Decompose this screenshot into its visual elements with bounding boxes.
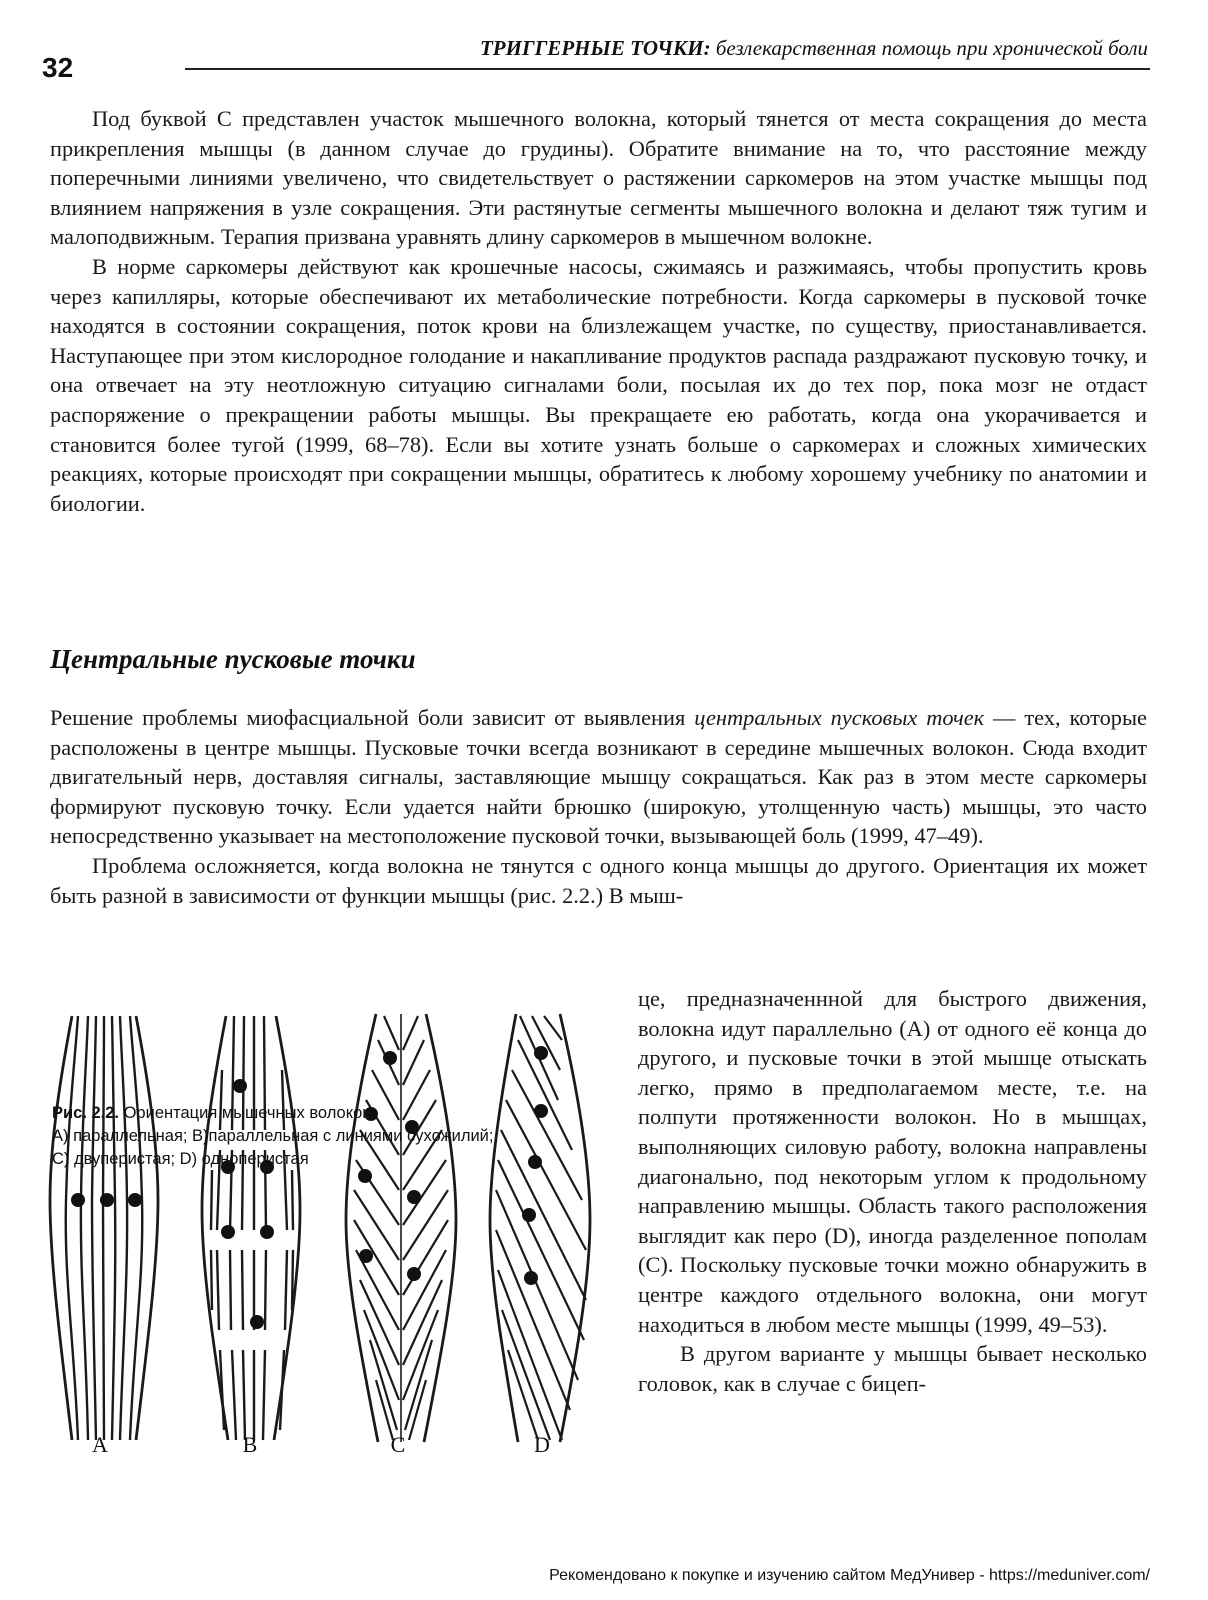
trigger-point-icon xyxy=(128,1193,142,1207)
figure-label-d: D xyxy=(534,1432,550,1457)
trigger-point-icon xyxy=(100,1193,114,1207)
trigger-point-icon xyxy=(358,1169,372,1183)
section-paragraph-3: В другом варианте у мышцы бывает несколько головок, как в случае с бицеп- xyxy=(638,1341,1147,1396)
section-text xyxy=(50,703,1147,910)
trigger-point-icon xyxy=(534,1046,548,1060)
trigger-point-icon xyxy=(359,1249,373,1263)
section-paragraph-1-end: — тех, которые расположены в центре мышцы. Пусковые точки всегда возникают в середине мышечных волокон. Сюда входит двигательный нерв, доставляя сигналы, заставляющие мышцу сокращаться. Как раз в этом месте саркомеры формируют пусковую точку. Если удается найти брюшко (широкую, утолщенную часть) мышцы, это часто непосредственно указывает на местоположение пусковой точки, вызывающей боль (1999, 47–49). xyxy=(50,705,1147,849)
figure-label-c: C xyxy=(390,1432,406,1457)
central-trigger-points-term: центральных пусковых точек xyxy=(694,705,985,730)
caption-line-3: С) двуперистая; D) одноперистая xyxy=(52,1150,309,1168)
running-head-rest: безлекарственная помощь при хронической боли xyxy=(710,36,1148,60)
caption-line-2: А) параллельная; В)параллельная с линиями сухожилий; xyxy=(52,1127,494,1145)
intro-paragraph-1: Под буквой С представлен участок мышечного волокна, который тянется от места сокращения до места прикрепления мышцы (в данном случае до грудины). Обратите внимание на то, что расстояние между поперечными линиями увеличено, что свидетельствует о растяжении саркомеров на этом участке мышцы под влиянием напряжения в узле сокращения. Эти растянутые сегменты мышечного волокна и делают тяж тугим и малоподвижным. Терапия призвана уравнять длину саркомеров в мышечном волокне. xyxy=(50,106,1147,250)
muscle-c xyxy=(346,1014,456,1442)
muscle-b xyxy=(202,1016,300,1440)
trigger-point-icon xyxy=(250,1315,264,1329)
section-title: Центральные пусковые точки xyxy=(50,644,416,674)
trigger-point-icon xyxy=(407,1267,421,1281)
section-paragraph-1 xyxy=(50,703,1147,851)
muscle-a xyxy=(50,1016,158,1440)
trigger-point-icon xyxy=(524,1271,538,1285)
figure-label-a: A xyxy=(92,1432,108,1457)
trigger-point-icon xyxy=(407,1190,421,1204)
muscle-fiber-figure xyxy=(38,1010,658,1460)
trigger-point-icon xyxy=(383,1051,397,1065)
figure-caption xyxy=(52,1102,642,1171)
muscle-d xyxy=(490,1014,590,1442)
trigger-point-icon xyxy=(522,1208,536,1222)
figure-label-b: B xyxy=(242,1432,258,1457)
caption-title: Ориентация мышечных волокон: xyxy=(119,1104,376,1122)
side-text xyxy=(638,984,1147,1398)
section-paragraph-2-continuation: це, предназначеннной для быстрого движения, волокна идут параллельно (А) от одного её конца до другого, и пусковые точки в этой мышце отыскать легко, прямо в предполагаемом месте, т.е. на полпути протяженности волокон. Но в мышцах, выполняющих силовую работу, волокна направлены диагонально, под некоторым углом к продольному направлению мышцы. Область такого расположения выглядит как перо (D), иногда разделенное пополам (С). Поскольку пусковые точки можно обнаружить в центре каждого отдельного волокна, они могут находиться в любом месте мышцы (1999, 49–53). xyxy=(638,986,1147,1337)
trigger-point-icon xyxy=(233,1079,247,1093)
trigger-point-icon xyxy=(260,1225,274,1239)
intro-paragraph-2: В норме саркомеры действуют как крошечные насосы, сжимаясь и разжимаясь, чтобы пропустить кровь через капилляры, которые обеспечивают их метаболические потребности. Когда саркомеры в пусковой точке находятся в состоянии сокращения, поток крови на близлежащем участке, по существу, приостанавливается. Наступающее при этом кислородное голодание и накапливание продуктов распада раздражают пусковую точку, и она отвечает на эту неотложную ситуацию сигналами боли, посылая их до тех пор, пока мозг не отдаст распоряжение о прекращении работы мышцы. Вы прекращаете ею работать, когда она укорачивается и становится более тугой (1999, 68–78). Если вы хотите узнать больше о саркомерах и сложных химических реакциях, которые происходят при сокращении мышцы, обратитесь к любому хорошему учебнику по анатомии и биологии. xyxy=(50,253,1147,516)
trigger-point-icon xyxy=(71,1193,85,1207)
trigger-point-icon xyxy=(221,1225,235,1239)
intro-text xyxy=(50,104,1147,518)
muscle-a-trigger-points xyxy=(71,1193,142,1207)
section-paragraph-2-start: Проблема осложняется, когда волокна не тянутся с одного конца мышцы до другого. Ориентация их может быть разной в зависимости от функции мышцы (рис. 2.2.) В мыш- xyxy=(50,852,1147,908)
running-head-bold: ТРИГГЕРНЫЕ ТОЧКИ: xyxy=(479,36,711,60)
header-rule xyxy=(185,68,1150,70)
caption-label: Рис. 2.2. xyxy=(52,1104,120,1122)
running-head xyxy=(185,36,1148,61)
footer-note: Рекомендовано к покупке и изучению сайтом МедУнивер - https://meduniver.com/ xyxy=(549,1567,1150,1584)
caption-line-1 xyxy=(52,1102,642,1125)
page-number: 32 xyxy=(42,52,74,83)
section-paragraph-1-start: Решение проблемы миофасциальной боли зависит от выявления xyxy=(50,705,695,730)
